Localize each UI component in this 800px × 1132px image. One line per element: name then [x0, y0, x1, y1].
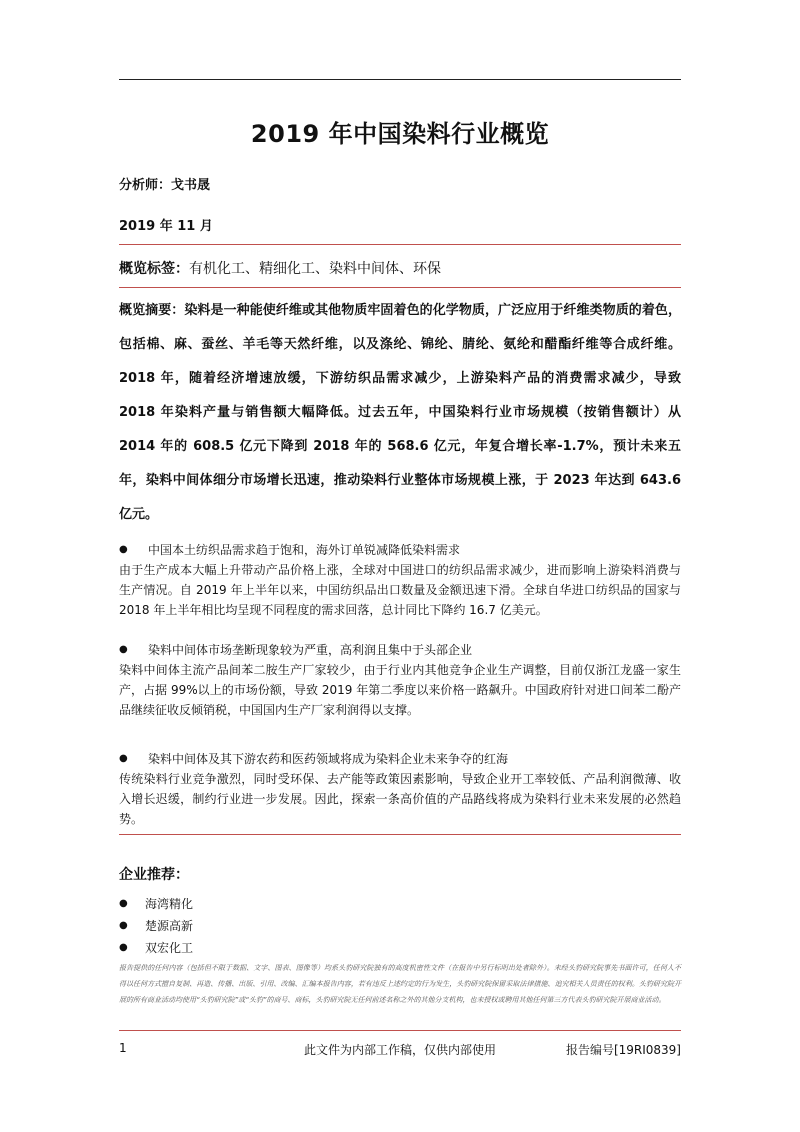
- section-heading: 染料中间体市场垄断现象较为严重，高利润且集中于头部企业: [148, 643, 473, 657]
- bullet-dot-icon: ●: [119, 942, 128, 953]
- recommend-title: 企业推荐：: [119, 867, 189, 883]
- section-2: [119, 640, 681, 720]
- tags-value: 有机化工、精细化工、染料中间体、环保: [189, 261, 441, 277]
- page-title: 2019 年中国染料行业概览: [250, 120, 550, 148]
- list-item: [119, 893, 193, 915]
- footer-report-number: 报告编号[19RI0839]: [565, 1043, 681, 1057]
- section-body: 染料中间体主流产品间苯二胺生产厂家较少，由于行业内其他竞争企业生产调整，目前仅浙江龙盛一家生产，占据 99%以上的市场份额，导致 2019 年第二季度以来价格一路飙升。中国政府针对进口间苯二酚产品继续征收反倾销税，中国国内生产厂家利润得以支撑。: [119, 663, 681, 717]
- section-body: 由于生产成本大幅上升带动产品价格上涨，全球对中国进口的纺织品需求减少，进而影响上游染料消费与生产情况。自 2019 年上半年以来，中国纺织品出口数量及金额迅速下滑。全球自华进口纺织品的国家与 2018 年上半年相比均呈现不同程度的需求回落，总计同比下降约 16.7 亿美元。: [119, 563, 681, 617]
- tags-row: [119, 258, 441, 278]
- bullet-dot-icon: ●: [119, 753, 128, 764]
- bullet-dot-icon: ●: [119, 644, 128, 655]
- footer-center-text: 此文件为内部工作稿，仅供内部使用: [303, 1043, 496, 1057]
- section-3: [119, 749, 681, 829]
- section-heading: 中国本土纺织品需求趋于饱和，海外订单锐减降低染料需求: [148, 543, 461, 557]
- section-body: 传统染料行业竞争激烈，同时受环保、去产能等政策因素影响，导致企业开工率较低、产品利润微薄、收入增长迟缓，制约行业进一步发展。因此，探索一条高价值的产品路线将成为染料行业未来发展的必然趋势。: [119, 772, 681, 826]
- list-item: [119, 915, 193, 937]
- footer-page-number: 1: [119, 1041, 127, 1055]
- company-name: 双宏化工: [145, 941, 194, 955]
- bullet-dot-icon: ●: [119, 898, 128, 909]
- top-rule: [119, 79, 681, 80]
- tags-label: 概览标签：: [119, 261, 189, 277]
- company-name: 楚源高新: [145, 919, 194, 933]
- divider-2: [119, 287, 681, 288]
- company-list: [119, 893, 193, 959]
- bullet-dot-icon: ●: [119, 544, 128, 555]
- analyst: 分析师：戈书晟: [119, 178, 211, 193]
- divider-1: [119, 244, 681, 245]
- disclaimer: 报告提供的任何内容（包括但不限于数据、文字、图表、图像等）均系头豹研究院独有的高度机密性文件（在报告中另行标明出处者除外）。未经头豹研究院事先书面许可，任何人不得以任何方式擅自复制、再造、传播、出版、引用、改编、汇编本报告内容，若有违反上述约定的行为发生，头豹研究院保留采取法律措施、追究相关人员责任的权利。头豹研究院开展的所有商业活动均使用“头豹研究院”或“头豹”的商号、商标，头豹研究院无任何前述名称之外的其他分支机构，也未授权或聘用其他任何第三方代表头豹研究院开展商业活动。: [119, 964, 681, 1004]
- footer-rule: [119, 1030, 681, 1031]
- bullet-dot-icon: ●: [119, 920, 128, 931]
- company-name: 海湾精化: [145, 897, 194, 911]
- abstract: 概览摘要：染料是一种能使纤维或其他物质牢固着色的化学物质，广泛应用于纤维类物质的着色，包括棉、麻、蚕丝、羊毛等天然纤维，以及涤纶、锦纶、腈纶、氨纶和醋酯纤维等合成纤维。2018 年，随着经济增速放缓，下游纺织品需求减少，上游染料产品的消费需求减少，导致 2018 年染料产量与销售额大幅降低。过去五年，中国染料行业市场规模（按销售额计）从 2014 年的 608.5 亿元下降到 2018 年的 568.6 亿元，年复合增长率-1.7%，预计未来五年，染料中间体细分市场增长迅速，推动染料行业整体市场规模上涨，于 2023 年达到 643.6 亿元。: [119, 303, 681, 522]
- report-date: 2019 年 11 月: [119, 219, 213, 234]
- section-1: [119, 540, 681, 620]
- list-item: [119, 937, 193, 959]
- section-heading: 染料中间体及其下游农药和医药领域将成为染料企业未来争夺的红海: [148, 752, 509, 766]
- divider-3: [119, 834, 681, 835]
